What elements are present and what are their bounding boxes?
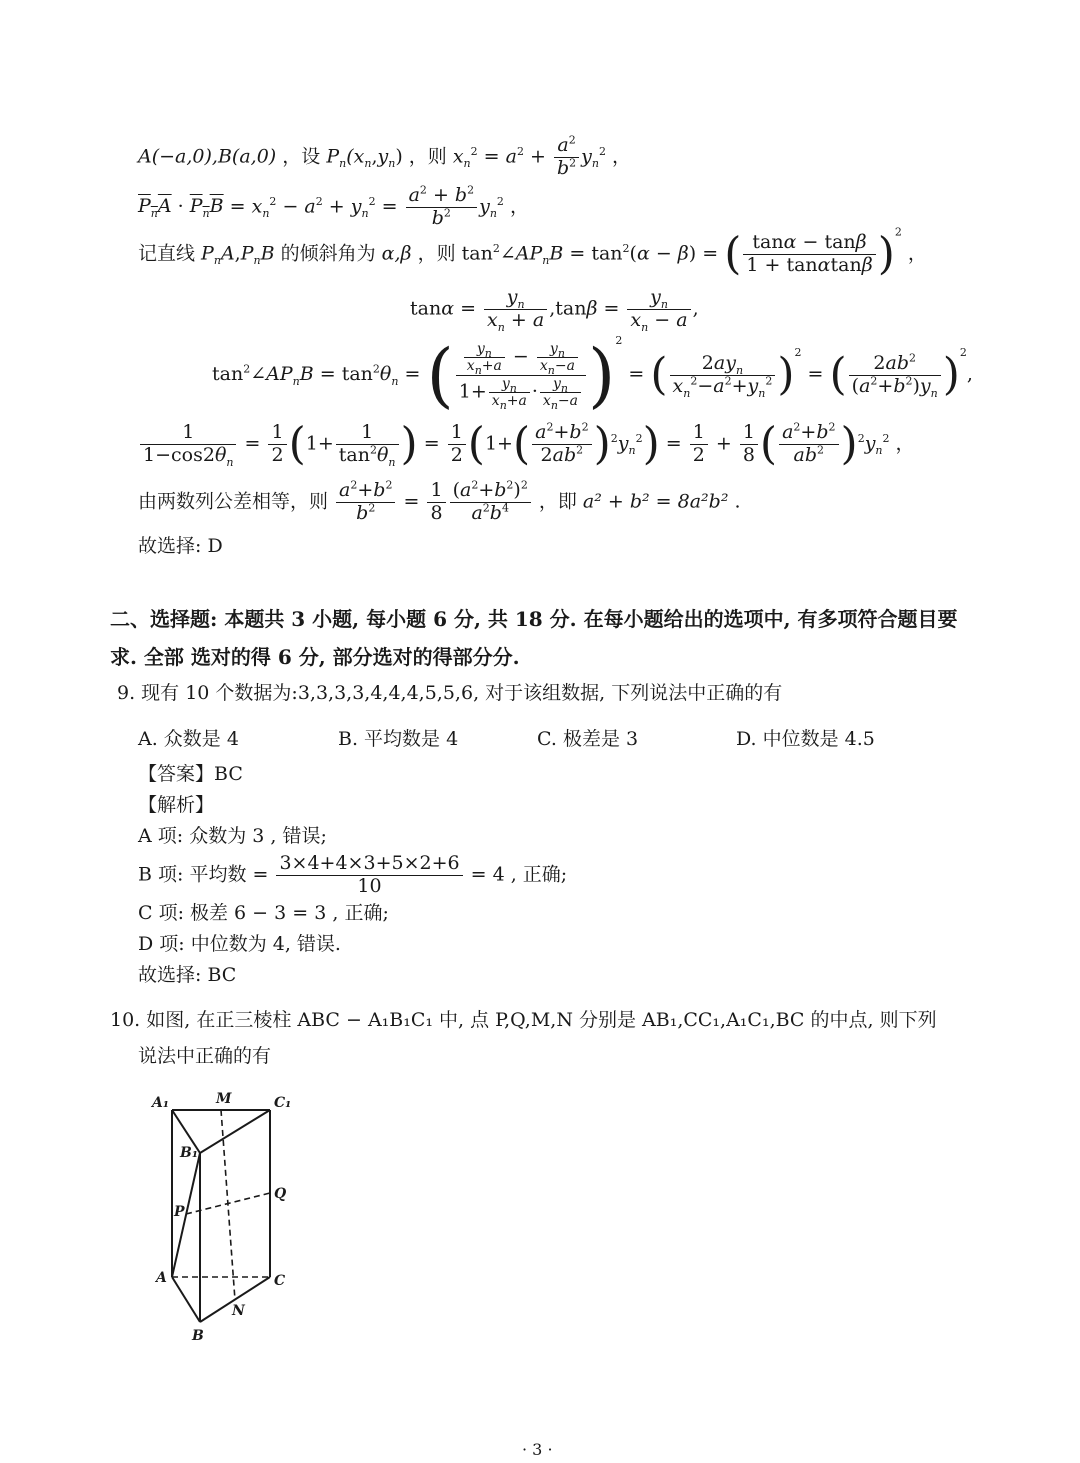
- answer-prev: 故选择: D: [138, 535, 223, 557]
- points-AB: A(−a,0),B(a,0): [138, 145, 277, 168]
- label-C1: C₁: [274, 1095, 292, 1111]
- label-B: B: [192, 1328, 204, 1344]
- label-A1: A₁: [152, 1095, 169, 1111]
- formula-line-4: tanα = $\frac{y_n}{x_n + a}$ ,tanβ = $\frac{y_n}{x_n - a}$ ,: [410, 286, 699, 334]
- formula-line-6: $\frac{1}{1-\cos 2\theta_n}$ = $\frac{1}{2}$ (1+ $\frac{1}{\tan^2\theta_n}$ ) = $\frac{1}{2}$ (1+( $\frac{a^2+b^2}{2ab^2}$ )$^2y_n^2$) = $\frac{1}{2}$ + $\frac{1}{8}$ ( $\frac{a^2+b^2}{ab^2}$ )$^2y_n^2$ ，: [138, 422, 915, 467]
- formula-line-3: 记直线 $P_nA,P_nB$ 的倾斜角为 α,β ，则 $\tan^2\angle AP_nB = \tan^2(\alpha - \beta)$ = ( $\frac{\tan\alpha - \tan\beta}{1 + \tan\alpha\tan\beta}$ )$^2$ ，: [138, 225, 927, 280]
- label-Q: Q: [274, 1186, 287, 1202]
- q10-stem: 10. 如图, 在正三棱柱 ABC − A₁B₁C₁ 中, 点 P,Q,M,N 分别是 AB₁,CC₁,A₁C₁,BC 的中点, 则下列: [110, 1009, 937, 1031]
- q9-answer: 【答案】BC: [138, 763, 243, 785]
- q9-option-c: C. 极差是 3: [537, 728, 639, 750]
- q9-item-d: D 项: 中位数为 4, 错误.: [138, 933, 341, 955]
- q9-option-a: A. 众数是 4: [138, 728, 239, 750]
- q9-item-c: C 项: 极差 6 − 3 = 3 , 正确;: [138, 902, 389, 924]
- section-heading: 二、选择题: 本题共 3 小题, 每小题 6 分, 共 18 分. 在每小题给出的选项中, 有多项符合题目要: [110, 607, 958, 631]
- q9-item-b: B 项: 平均数 = $\frac{3\times 4+4\times 3+5\times 2+6}{10}$ = 4 , 正确;: [138, 852, 568, 897]
- q9-stem: 9. 现有 10 个数据为:3,3,3,3,4,4,4,5,5,6, 对于该组数据, 下列说法中正确的有: [117, 682, 783, 704]
- prism-figure: [140, 1085, 310, 1350]
- fraction: $\frac{a^2}{b^2}$: [554, 135, 579, 180]
- q9-option-b: B. 平均数是 4: [338, 728, 459, 750]
- q9-item-a: A 项: 众数为 3 , 错误;: [138, 825, 327, 847]
- label-M: M: [216, 1091, 232, 1107]
- formula-line-1: A(−a,0),B(a,0) ，设 $P_n(x_n,y_n)$ ，则 $x_n^2 = a^2$ + $\frac{a^2}{b^2}$ $y_n^2$ ，: [138, 133, 632, 179]
- formula-line-5: $\tan^2\angle AP_nB = \tan^2\theta_n$ = ( $\frac{y_n}{x_n+a}$ − $\frac{y_n}{x_n-a}$ 1+ $\frac{y_n}{x_n+a}$ · $\frac{y_n}{x_n-a}$ )$^2$ = ( $\frac{2ay_n}{x_n^2-a^2+y_n^2}$ )$^2$ = ( $\frac{2ab^2}{(a^2+b^2)y_n}$ )$^2$,: [212, 334, 973, 416]
- label-C: C: [274, 1273, 286, 1289]
- q10-stem-2: 说法中正确的有: [138, 1045, 272, 1067]
- section-heading-2: 求. 全部 选对的得 6 分, 部分选对的得部分分.: [110, 645, 520, 669]
- q9-final: 故选择: BC: [138, 964, 237, 986]
- label-B1: B₁: [180, 1145, 198, 1161]
- label-N: N: [232, 1303, 245, 1319]
- label-P: P: [174, 1204, 185, 1220]
- formula-line-7: 由两数列公差相等，则 $\frac{a^2+b^2}{b^2}$ = $\frac{1}{8}$ $\frac{(a^2+b^2)^2}{a^2b^4}$ ，即 a² + b² = 8a²b² .: [138, 478, 741, 524]
- formula-line-2: $P_nA \cdot P_nB = x_n^2 - a^2 + y_n^2$ = $\frac{a^2 + b^2}{b^2}$ $y_n^2$ ，: [138, 183, 529, 229]
- page-number: · 3 ·: [522, 1440, 553, 1459]
- label-A: A: [156, 1270, 167, 1286]
- q9-analysis-label: 【解析】: [138, 794, 215, 816]
- q9-option-d: D. 中位数是 4.5: [736, 728, 875, 750]
